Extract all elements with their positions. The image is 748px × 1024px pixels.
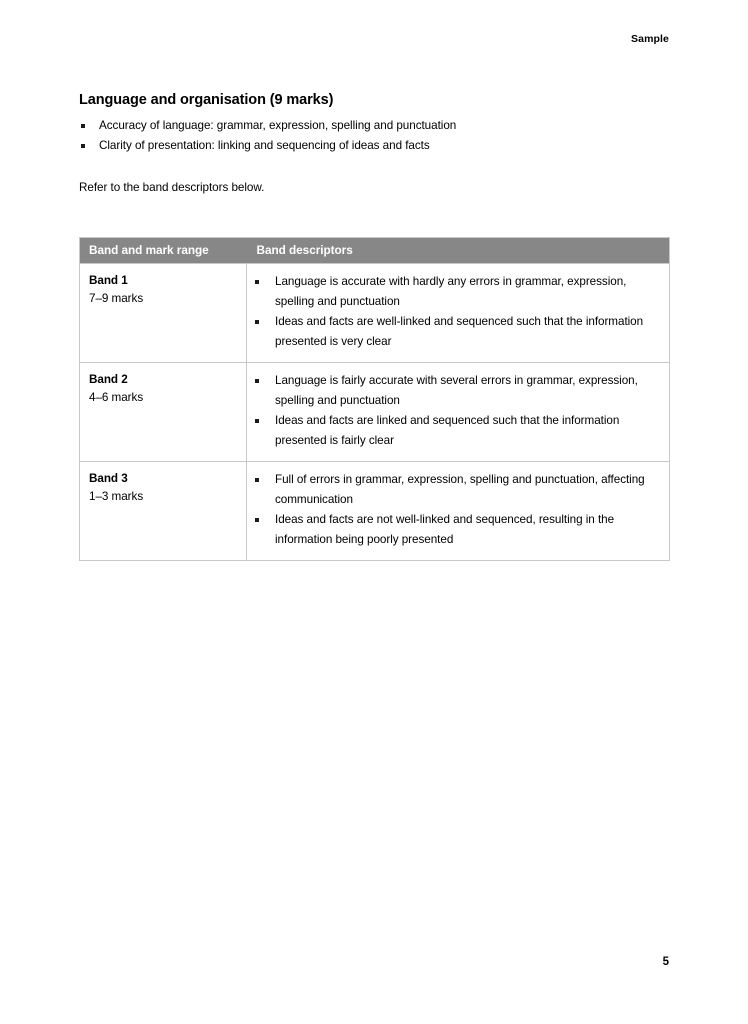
table-header-row [80,238,670,264]
descriptor-text: Ideas and facts are not well-linked and sequenced, resulting in the information being poorly presented [275,513,615,546]
descriptor-text: Language is fairly accurate with several errors in grammar, expression, spelling and punctuation [275,374,638,407]
band-mark-range: 4–6 marks [89,391,144,404]
descriptors-cell [247,462,670,561]
descriptor-text: Language is accurate with hardly any errors in grammar, expression, spelling and punctuation [275,275,627,308]
descriptor-text: Full of errors in grammar, expression, spelling and punctuation, affecting communication [275,473,645,506]
criteria-list [79,116,669,156]
table-head [80,238,670,264]
list-item [79,136,669,156]
descriptor-text: Ideas and facts are well-linked and sequenced such that the information presented is very clear [275,315,644,348]
square-bullet-icon [255,419,259,423]
square-bullet-icon [255,280,259,284]
band-label: Band 2 [89,373,128,386]
list-item [253,312,660,351]
descriptor-list [253,272,660,351]
square-bullet-icon [255,518,259,522]
column-header-band-descriptors: Band descriptors [247,238,670,264]
page-number: 5 [662,956,669,968]
page-title: Language and organisation (9 marks) [79,92,334,108]
square-bullet-icon [255,478,259,482]
square-bullet-icon [81,144,85,148]
band-label: Band 1 [89,274,128,287]
table-row [80,462,670,561]
list-item [253,510,660,549]
descriptors-cell [247,264,670,363]
column-header-band-mark-range: Band and mark range [80,238,247,264]
square-bullet-icon [255,320,259,324]
table-row [80,363,670,462]
square-bullet-icon [81,124,85,128]
descriptor-list [253,371,660,450]
descriptor-list [253,470,660,549]
refer-instruction: Refer to the band descriptors below. [79,181,265,195]
band-mark-range: 7–9 marks [89,292,144,305]
band-cell [80,363,247,462]
running-header-sample: Sample [631,33,669,45]
descriptor-text: Ideas and facts are linked and sequenced such that the information presented is fairly clear [275,414,620,447]
table-body [80,264,670,561]
band-cell [80,264,247,363]
list-item [253,371,660,410]
list-item [253,470,660,509]
criteria-text: Accuracy of language: grammar, expression, spelling and punctuation [99,119,457,133]
section-content [79,92,669,209]
list-item [253,272,660,311]
square-bullet-icon [255,379,259,383]
criteria-text: Clarity of presentation: linking and sequencing of ideas and facts [99,139,430,153]
list-item [253,411,660,450]
band-descriptors-table [79,237,670,561]
table-row [80,264,670,363]
band-mark-range: 1–3 marks [89,490,144,503]
band-cell [80,462,247,561]
band-label: Band 3 [89,472,128,485]
list-item [79,116,669,136]
descriptors-cell [247,363,670,462]
